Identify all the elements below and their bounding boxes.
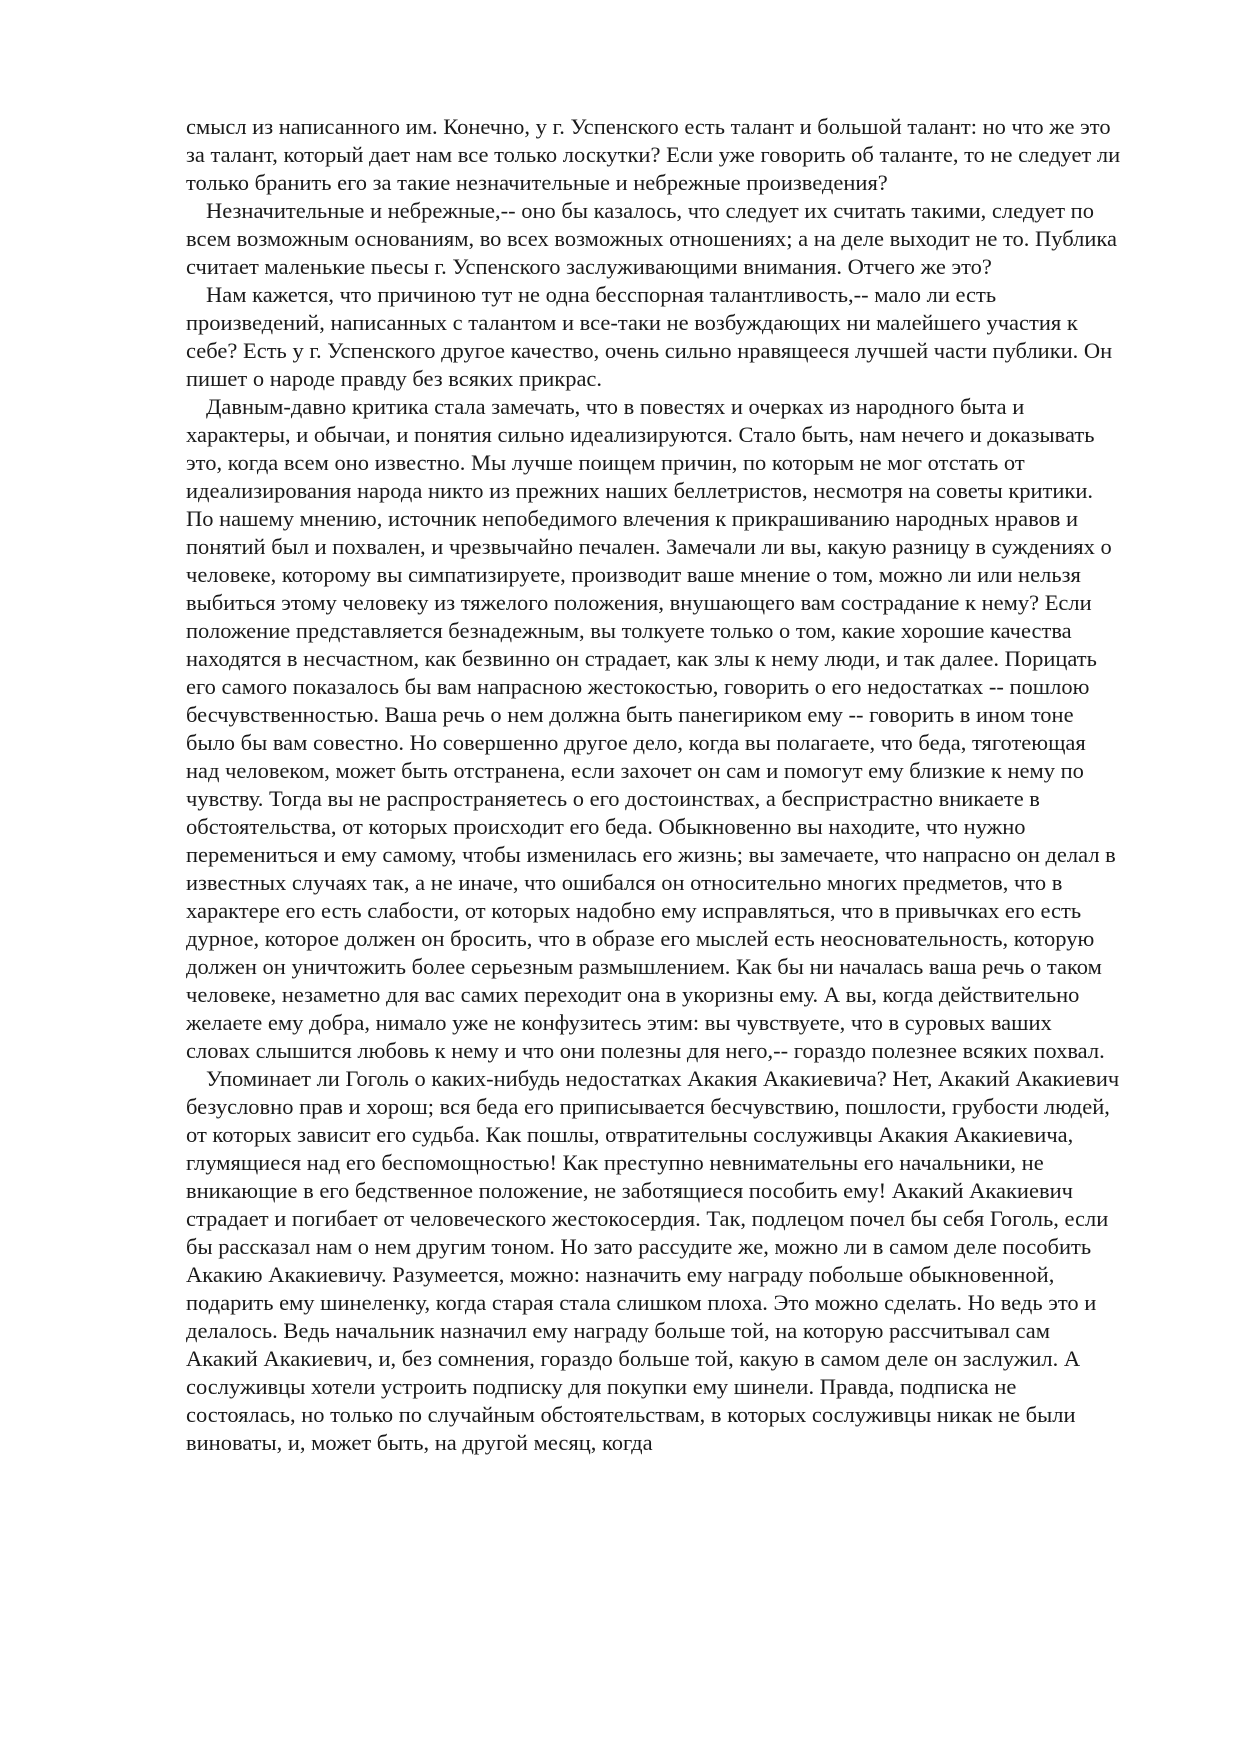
paragraph-3: Нам кажется, что причиною тут не одна бесспорная талантливость,-- мало ли есть произведений, написанных с талантом и все-таки не возбуждающих ни малейшего участия к себе? Есть у г. Успенского другое качество, очень сильно нравящееся лучшей части публики. Он пишет о народе правду без всяких прикрас. xyxy=(186,282,1113,391)
document-page xyxy=(186,113,1121,1457)
paragraph-1: смысл из написанного им. Конечно, у г. Успенского есть талант и большой талант: но что же это за талант, который дает нам все только лоскутки? Если уже говорить об таланте, то не следует ли только бранить его за такие незначительные и небрежные произведения? xyxy=(186,114,1121,195)
paragraph-4: Давным-давно критика стала замечать, что в повестях и очерках из народного быта и характеры, и обычаи, и понятия сильно идеализируются. Стало быть, нам нечего и доказывать это, когда всем оно известно. Мы лучше поищем причин, по которым не мог отстать от идеализирования народа никто из прежних наших беллетристов, несмотря на советы критики. По нашему мнению, источник непобедимого влечения к прикрашиванию народных нравов и понятий был и похвален, и чрезвычайно печален. Замечали ли вы, какую разницу в суждениях о человеке, которому вы симпатизируете, производит ваше мнение о том, можно ли или нельзя выбиться этому человеку из тяжелого положения, внушающего вам сострадание к нему? Если положение представляется безнадежным, вы толкуете только о том, какие хорошие качества находятся в несчастном, как безвинно он страдает, как злы к нему люди, и так далее. Порицать его самого показалось бы вам напрасною жестокостью, говорить о его недостатках -- пошлою бесчувственностью. Ваша речь о нем должна быть панегириком ему -- говорить в ином тоне было бы вам совестно. Но совершенно другое дело, когда вы полагаете, что беда, тяготеющая над человеком, может быть отстранена, если захочет он сам и помогут ему близкие к нему по чувству. Тогда вы не распространяетесь о его достоинствах, а беспристрастно вникаете в обстоятельства, от которых происходит его беда. Обыкновенно вы находите, что нужно перемениться и ему самому, чтобы изменилась его жизнь; вы замечаете, что напрасно он делал в известных случаях так, а не иначе, что ошибался он относительно многих предметов, что в характере его есть слабости, от которых надобно ему исправляться, что в привычках его есть дурное, которое должен он бросить, что в образе его мыслей есть неосновательность, которую должен он уничтожить более серьезным размышлением. Как бы ни началась ваша речь о таком человеке, незаметно для вас самих переходит она в укоризны ему. А вы, когда действительно желаете ему добра, нимало уже не конфузитесь этим: вы чувствуете, что в суровых ваших словах слышится любовь к нему и что они полезны для него,-- гораздо полезнее всяких похвал. xyxy=(186,394,1116,1063)
paragraph-2: Незначительные и небрежные,-- оно бы казалось, что следует их считать такими, следует по всем возможным основаниям, во всех возможных отношениях; а на деле выходит не то. Публика считает маленькие пьесы г. Успенского заслуживающими внимания. Отчего же это? xyxy=(186,198,1117,279)
paragraph-5: Упоминает ли Гоголь о каких-нибудь недостатках Акакия Акакиевича? Нет, Акакий Акакиевич безусловно прав и хорош; вся беда его приписывается бесчувствию, пошлости, грубости людей, от которых зависит его судьба. Как пошлы, отвратительны сослуживцы Акакия Акакиевича, глумящиеся над его беспомощностью! Как преступно невнимательны его начальники, не вникающие в его бедственное положение, не заботящиеся пособить ему! Акакий Акакиевич страдает и погибает от человеческого жестокосердия. Так, подлецом почел бы себя Гоголь, если бы рассказал нам о нем другим тоном. Но зато рассудите же, можно ли в самом деле пособить Акакию Акакиевичу. Разумеется, можно: назначить ему награду побольше обыкновенной, подарить ему шинеленку, когда старая стала слишком плоха. Это можно сделать. Но ведь это и делалось. Ведь начальник назначил ему награду больше той, на которую рассчитывал сам Акакий Акакиевич, и, без сомнения, гораздо больше той, какую в самом деле он заслужил. А сослуживцы хотели устроить подписку для покупки ему шинели. Правда, подписка не состоялась, но только по случайным обстоятельствам, в которых сослуживцы никак не были виноваты, и, может быть, на другой месяц, когда xyxy=(186,1066,1120,1455)
